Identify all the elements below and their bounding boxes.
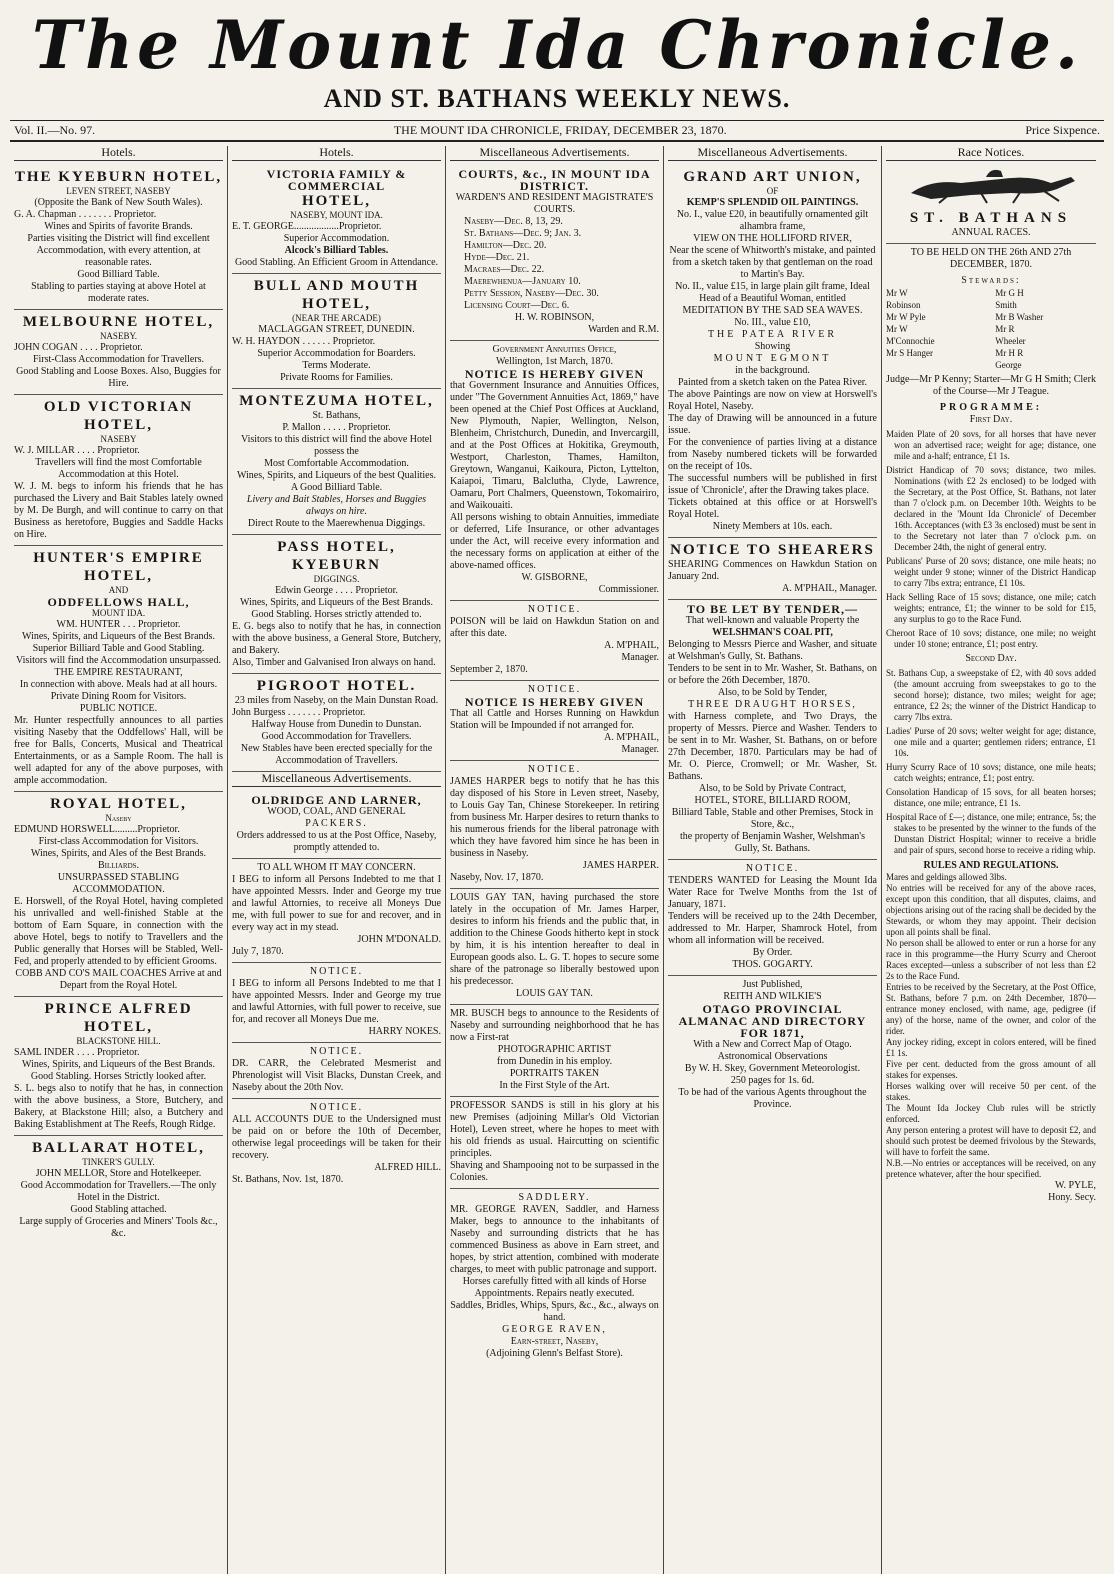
- ad-oldridge-larner: [232, 791, 441, 859]
- ad-title: ROYAL HOTEL,: [50, 796, 187, 812]
- ad-title: NOTICE.: [309, 1102, 364, 1113]
- ad-text: Halfway House from Dunedin to Dunstan.: [251, 719, 422, 730]
- ad-harper-notice: [450, 761, 659, 889]
- column-misc-2: [664, 146, 882, 1574]
- ad-text: MR. BUSCH begs to announce to the Residents of Naseby and surrounding neighborhood that he has now a First-rat: [450, 1008, 659, 1043]
- ad-text: Orders addressed to us at the Post Office, Naseby, promptly attended to.: [236, 830, 437, 853]
- ad-text: Large supply of Groceries and Miners' Tools &c., &c.: [19, 1216, 218, 1239]
- column-header: Miscellaneous Advertisements.: [668, 146, 877, 161]
- ad-proprietor: EDMUND HORSWELL.........Proprietor.: [14, 824, 180, 835]
- column-header: Race Notices.: [886, 146, 1096, 161]
- ad-title: MELBOURNE HOTEL,: [22, 314, 215, 330]
- ad-text: Manager.: [621, 744, 659, 755]
- ad-title: TO ALL WHOM IT MAY CONCERN.: [257, 862, 416, 873]
- ad-text: Also, to be Sold by Tender,: [718, 687, 827, 698]
- ad-title: HUNTER'S EMPIRE HOTEL,: [33, 550, 204, 584]
- ad-signature: HARRY NOKES.: [368, 1026, 441, 1037]
- ad-text: 250 pages for 1s. 6d.: [730, 1075, 815, 1086]
- ad-text: Good Stabling. Horses Strictly looked after.: [30, 1071, 207, 1082]
- ad-text: Direct Route to the Maerewhenua Diggings.: [247, 518, 426, 529]
- ad-address: MACLAGGAN STREET, DUNEDIN.: [258, 324, 415, 335]
- ad-text: Tenders will be received up to the 24th December, addressed to Mr. Harper, Shamrock Hotel, from whom all information will be received.: [668, 911, 877, 946]
- rule-item: Any jockey riding, except in colors entered, will be fined £1 1s.: [886, 1037, 1096, 1058]
- ad-signature: JOHN M'DONALD.: [357, 934, 441, 945]
- ad-text: The successful numbers will be published in first issue of 'Chronicle', after the Drawing takes place.: [668, 473, 877, 496]
- ad-bull-and-mouth-hotel: [232, 274, 441, 389]
- ad-annuities: [450, 341, 659, 601]
- programme-heading: PROGRAMME:: [939, 402, 1043, 413]
- list-item: Mr W Robinson: [886, 288, 921, 310]
- ad-text: ALL ACCOUNTS DUE to the Undersigned must be paid on or before the 10th of December, otherwise legal proceedings will be taken for their recovery.: [232, 1114, 441, 1161]
- ad-signature: A. M'PHAIL,: [604, 640, 659, 651]
- ad-text: MOUNT EGMONT: [713, 353, 832, 364]
- ad-text: Good Stabling. An Efficient Groom in Attendance.: [234, 257, 439, 268]
- ad-proprietor: W. H. HAYDON . . . . . . Proprietor.: [232, 336, 376, 347]
- ad-title: HOTEL,: [301, 193, 372, 209]
- ad-notice-hill: [232, 1099, 441, 1190]
- ad-text: Wines, Spirits, and Ales of the Best Brands.: [30, 848, 207, 859]
- ad-text: from Dunedin in his employ.: [496, 1056, 613, 1067]
- ad-melbourne-hotel: [14, 310, 223, 395]
- ad-text: Good Stabling. Horses strictly attended to.: [251, 609, 422, 620]
- list-item: Mr W M'Connochie: [886, 324, 935, 346]
- ad-title: PIGROOT HOTEL.: [256, 678, 417, 694]
- ad-text: Shaving and Shampooing not to be surpassed in the Colonies.: [450, 1160, 659, 1183]
- ad-text: Also, to be Sold by Private Contract,: [698, 783, 847, 794]
- stewards-right: [995, 287, 1096, 371]
- race-item: Hurry Scurry Race of 10 sovs; distance, one mile heats; catch weights; entrance, £1; post entry.: [886, 762, 1096, 783]
- rule-item: Mares and geldings allowed 3lbs.: [886, 872, 1007, 882]
- ad-water-race-tender: [668, 860, 877, 976]
- rule-item: No entries will be received for any of the above races, except upon this condition, that all disputes, claims, and objections arising out of the racing shall be decided by the Stewards, or whom they may appoint. Their decision upon all points shall be final.: [886, 883, 1096, 937]
- ad-proprietor: E. T. GEORGE..................Proprietor.: [232, 221, 382, 232]
- ad-title: NOTICE IS HEREBY GIVEN: [464, 695, 645, 709]
- ad-text: Mr. Hunter respectfully announces to all parties visiting Naseby that the Oddfellows' Hall, will be free for Balls, Concerts, Musical and Theatrical Entertainments, or as a Sample Room. The hall is well adapted for any of the above purposes, with ample accommodation.: [14, 715, 223, 786]
- ad-text: First-Class Accommodation for Travellers.: [32, 354, 205, 365]
- ad-busch: [450, 1005, 659, 1097]
- ad-title: NOTICE.: [309, 966, 364, 977]
- ad-text: Most Comfortable Accommodation.: [264, 458, 409, 469]
- rule-item: Horses walking over will receive 50 per cent. of the stakes.: [886, 1081, 1096, 1102]
- ad-text: Superior Billiard Table and Good Stabling.: [32, 643, 205, 654]
- ad-text: New Stables have been erected specially for the Accommodation of Travellers.: [240, 743, 433, 766]
- ad-text: The above Paintings are now on view at Horswell's Royal Hotel, Naseby.: [668, 389, 877, 412]
- list-item: St. Bathans—Dec. 9; Jan. 3.: [464, 228, 582, 239]
- rule-item: Any person entering a protest will have to deposit £2, and should such protest be deemed frivolous by the Stewards, will have to forfeit the same.: [886, 1125, 1096, 1157]
- ad-almanac: [668, 976, 877, 1115]
- ad-text: WARDEN'S AND RESIDENT MAGISTRATE'S COURTS.: [455, 192, 654, 215]
- ad-text: No. II., value £15, in large plain gilt frame, Ideal Head of a Beautiful Woman, entitled: [675, 281, 870, 304]
- ad-text: First-class Accommodation for Visitors.: [38, 836, 199, 847]
- ad-impound-notice: [450, 681, 659, 761]
- ad-text: JAMES HARPER begs to notify that he has this day disposed of his Store in Leven street, Naseby, to Louis Gay Tan, Chinese Storekeeper. In retiring from business Mr. Harper desires to return thanks to his numerous friends for the liberal patronage with which they have favored him since he has been in business in Naseby.: [450, 776, 659, 859]
- ad-text: Good Billiard Table.: [77, 269, 160, 280]
- race-item: District Handicap of 70 sovs; distance, two miles. Nominations (with £2 2s enclosed) to be lodged with the Secretary, at the Post Office, St. Bathans, not later than 7 o'clock p.m. on December 10th. Weights to be declared in the 'Mount Ida Chronicle' of December 16th. Acceptances (with £3 3s enclosed) must be sent in to the Secretary not later than 7 o'clock p.m. on December 24th, the night of general entry.: [886, 465, 1096, 552]
- race-title: ST. BATHANS: [909, 210, 1073, 226]
- ad-text: Billiard Table, Stable and other Premises, Stock in Store, &c.,: [671, 807, 874, 830]
- ad-text: By Order.: [752, 947, 793, 958]
- ad-text: THE EMPIRE RESTAURANT,: [54, 667, 183, 678]
- list-item: Mr G H Smith: [995, 288, 1024, 310]
- ad-text: DR. CARR, the Celebrated Mesmerist and Phrenologist will Visit Blacks, Dunstan Creek, and Naseby about the 20th Nov.: [232, 1058, 441, 1093]
- ad-text: (NEAR THE ARCADE): [292, 313, 381, 323]
- ad-text: Painted from a sketch taken on the Patea River.: [677, 377, 868, 388]
- ad-text: UNSURPASSED STABLING ACCOMMODATION.: [57, 872, 180, 895]
- ad-text: with Harness complete, and Two Drays, the property of Messrs. Pierce and Washer. Tenders to be sent in to Mr. Washer, St. Bathans, on or before 27th December, 1870. Particulars may be had of Mr. O. Pierce, Cromwell; or Mr. Washer, St. Bathans.: [668, 711, 877, 782]
- secretary-role: Hony. Secy.: [1048, 1192, 1096, 1203]
- ad-text: To be had of the various Agents throughout the Province.: [678, 1087, 867, 1110]
- ad-text: Stabling to parties staying at above Hotel at moderate rates.: [31, 281, 206, 304]
- race-item: Cheroot Race of 10 sovs; distance, one mile; no weight under 10 stone; entrance, £1; post entry.: [886, 628, 1096, 649]
- race-officials: Judge—Mr P Kenny; Starter—Mr G H Smith; Clerk of the Course—Mr J Teague.: [886, 374, 1096, 397]
- race-item: Hospital Race of £—; distance, one mile; entrance, 5s; the stakes to be presented by the winner to the funds of the Dunstan District Hospital; winner to receive a bridle and pair of spurs, second horse to receive a riding whip.: [886, 812, 1096, 855]
- secretary-signature: W. PYLE,: [1054, 1180, 1096, 1191]
- ad-text: 23 miles from Naseby, on the Main Dunstan Road.: [234, 695, 439, 706]
- ad-signature: A. M'PHAIL,: [604, 732, 659, 743]
- ad-text: Travellers will find the most Comfortable Accommodation at this Hotel.: [35, 457, 202, 480]
- ad-title: THE KYEBURN HOTEL,: [14, 169, 223, 185]
- day-heading: Second Day.: [965, 653, 1017, 664]
- ad-saddlery: [450, 1189, 659, 1364]
- court-list: [450, 216, 659, 312]
- ad-date: Naseby, Nov. 17, 1870.: [450, 872, 544, 883]
- ad-signature: JAMES HARPER.: [582, 860, 659, 871]
- ad-title: PRINCE ALFRED HOTEL,: [44, 1001, 193, 1035]
- ad-kyeburn-hotel: [14, 165, 223, 310]
- ad-royal-hotel: [14, 792, 223, 997]
- day-heading: First Day.: [969, 414, 1013, 425]
- ad-text: In connection with above. Meals had at all hours. Private Dining Room for Visitors.: [19, 679, 218, 702]
- ad-text: HOTEL, STORE, BILLIARD ROOM,: [694, 795, 851, 806]
- rules-heading: RULES AND REGULATIONS.: [923, 860, 1059, 871]
- ad-address: BLACKSTONE HILL.: [76, 1036, 161, 1046]
- race-item: Maiden Plate of 20 sovs, for all horses that have never won an advertised race; weight for age; distance, one mile and a-half; entrance, £1 1s.: [886, 429, 1096, 461]
- ad-date: Wellington, 1st March, 1870.: [496, 356, 613, 367]
- ad-text: Terms Moderate.: [302, 360, 371, 371]
- ad-text: Good Stabling and Loose Boxes. Also, Buggies for Hire.: [16, 366, 221, 389]
- ad-title: VICTORIA FAMILY & COMMERCIAL: [266, 167, 407, 193]
- ad-text: THE PATEA RIVER: [707, 329, 838, 340]
- ad-title: NOTICE.: [309, 1046, 364, 1057]
- ad-text: MEDITATION BY THE SAD SEA WAVES.: [682, 305, 863, 316]
- ad-text: TENDERS WANTED for Leasing the Mount Ida Water Race for Twelve Months from the 1st of January, 1871.: [668, 875, 877, 910]
- ad-text: POISON will be laid on Hawkdun Station on and after this date.: [450, 616, 659, 639]
- ad-old-victorian-hotel: [14, 395, 223, 546]
- ad-text: Showing: [754, 341, 791, 352]
- race-item: Consolation Handicap of 15 sovs, for all beaten horses; distance, one mile; entrance, £1 1s.: [886, 787, 1096, 808]
- ad-pigroot-hotel: [232, 674, 441, 772]
- ad-pass-hotel: [232, 535, 441, 674]
- ad-poison-notice: [450, 601, 659, 681]
- ad-text: By W. H. Skey, Government Meteorologist.: [684, 1063, 861, 1074]
- rule-item: The Mount Ida Jockey Club rules will be strictly enforced.: [886, 1103, 1096, 1124]
- ad-address: NASEBY.: [99, 331, 138, 341]
- ad-title: BALLARAT HOTEL,: [32, 1140, 205, 1156]
- ad-text: Livery and Bait Stables, Horses and Buggies always on hire.: [246, 494, 427, 517]
- column-race-notices: [882, 146, 1100, 1574]
- ad-text: OF: [766, 186, 779, 196]
- list-item: Naseby—Dec. 8, 13, 29.: [464, 216, 563, 227]
- ad-proprietor: G. A. Chapman . . . . . . . Proprietor.: [14, 209, 157, 220]
- ad-title: MONTEZUMA HOTEL,: [239, 393, 434, 409]
- newspaper-subtitle: AND ST. BATHANS WEEKLY NEWS.: [323, 84, 791, 113]
- ad-address: St. Bathans,: [312, 410, 361, 421]
- ad-text: Good Accommodation for Travellers.—The only Hotel in the District.: [20, 1180, 217, 1203]
- race-item: St. Bathans Cup, a sweepstake of £2, with 40 sovs added (the amount accruing from sweepstakes to go to the second horse); distance, two miles; weight for age; entrance, £2 2s; the winner of the District Handicap to carry 7lbs extra.: [886, 668, 1096, 722]
- ad-text: Manager.: [621, 652, 659, 663]
- ad-text: THREE DRAUGHT HORSES,: [688, 699, 857, 710]
- stewards-list: [886, 287, 1096, 371]
- rule-item: No person shall be allowed to enter or run a horse for any race in this programme—the Hurry Scurry and Cheroot Races excepted—unless a subscriber of not less than £2 2s to the Race Fund.: [886, 938, 1096, 981]
- ad-title: OLD VICTORIAN HOTEL,: [43, 399, 194, 433]
- ad-to-let-by-tender: [668, 600, 877, 860]
- ad-notice-nokes: [232, 963, 441, 1043]
- ad-signature: LOUIS GAY TAN.: [516, 988, 593, 999]
- ad-proprietor: John Burgess . . . . . . . Proprietor.: [232, 707, 366, 718]
- ad-text: PUBLIC NOTICE.: [79, 703, 158, 714]
- ad-to-all-whom: [232, 859, 441, 963]
- column-header: Hotels.: [14, 146, 223, 161]
- ad-text: WELSHMAN'S COAL PIT,: [712, 627, 833, 638]
- ad-text: That well-known and valuable Property the: [685, 615, 860, 626]
- ad-prince-alfred-hotel: [14, 997, 223, 1136]
- ad-text: Good Accommodation for Travellers.: [261, 731, 412, 742]
- ad-text: Visitors to this district will find the above Hotel possess the: [240, 434, 433, 457]
- ad-title: PASS HOTEL, KYEBURN: [277, 539, 396, 573]
- ad-text: COBB AND CO'S MAIL COACHES Arrive at and Depart from the Royal Hotel.: [15, 968, 222, 991]
- ad-text: Belonging to Messrs Pierce and Washer, and situate at Welshman's Gully, St. Bathans.: [668, 639, 877, 662]
- ad-courts: [450, 165, 659, 341]
- race-item: Hack Selling Race of 15 sovs; distance, one mile; catch weights; entrance, £1; the winner to be sold for £15, any surplus to go to the Race Fund.: [886, 592, 1096, 624]
- ad-text: Also, Timber and Galvanised Iron always on hand.: [232, 657, 436, 668]
- ad-text: DIGGINGS.: [313, 574, 360, 584]
- ad-title: NOTICE.: [745, 863, 800, 874]
- ad-text: With a New and Correct Map of Otago.: [693, 1039, 852, 1050]
- ad-text: No. III., value £10,: [734, 317, 811, 328]
- column-hotels-1: [10, 146, 228, 1574]
- ad-text: KEMP'S SPLENDID OIL PAINTINGS.: [686, 197, 859, 208]
- ad-text: E. G. begs also to notify that he has, in connection with the above business, a General Store, Butchery, and Bakery.: [232, 621, 441, 656]
- list-item: Mr R Wheeler: [995, 324, 1026, 346]
- list-item: Maerewhenua—January 10.: [464, 276, 581, 287]
- ad-address: Earn-street, Naseby,: [510, 1336, 599, 1347]
- ad-title: ODDFELLOWS HALL,: [47, 595, 190, 609]
- ad-text: Billiards.: [97, 860, 140, 871]
- ad-text: AND: [108, 585, 129, 595]
- ad-text: Commissioner.: [598, 584, 659, 595]
- race-subtitle: ANNUAL RACES.: [951, 227, 1031, 238]
- ad-address: (Adjoining Glenn's Belfast Store).: [486, 1348, 623, 1359]
- ad-text: WOOD, COAL, AND GENERAL: [267, 806, 406, 817]
- ad-text: No. I., value £20, in beautifully ornamented gilt alhambra frame,: [676, 209, 869, 232]
- ad-text: Tenders to be sent in to Mr. Washer, St. Bathans, on or before the 26th December, 1870.: [668, 663, 877, 686]
- ad-title: NOTICE.: [527, 764, 582, 775]
- ad-title: OTAGO PROVINCIAL ALMANAC AND DIRECTORY FOR 1871,: [678, 1002, 867, 1040]
- rule-item: Five per cent. deducted from the gross amount of all stakes for expenses.: [886, 1059, 1096, 1080]
- ad-title: BULL AND MOUTH HOTEL,: [253, 278, 420, 312]
- column-hotels-2: [228, 146, 446, 1574]
- ad-text: Wines, Spirits, and Liqueurs of the best Qualities.: [236, 470, 436, 481]
- ad-signature: H. W. ROBINSON,: [514, 312, 595, 323]
- ad-text: Ninety Members at 10s. each.: [712, 521, 833, 532]
- newspaper-title: The Mount Ida Chronicle.: [32, 6, 1082, 84]
- column-misc-1: [446, 146, 664, 1574]
- ad-address: NASEBY: [100, 434, 137, 444]
- ad-text: PROFESSOR SANDS is still in his glory at his new Premises (adjoining Millar's Old Victorian Hotel), Leven street, where he hopes to meet with his old friends as usual. Haircutting on scientific principles.: [450, 1100, 659, 1159]
- ad-text: Wines, Spirits, and Liqueurs of the Best Brands.: [22, 631, 215, 642]
- ad-text: For the convenience of parties living at a distance from Naseby numbered tickets will be forwarded on the receipt of 10s.: [668, 437, 877, 472]
- rule-item: Entries to be received by the Secretary, at the Post Office, St. Bathans, before 7 p.m. on 24th December, 1870—entrance money enclosed, with name, age, pedigree (if any) of the horse, name of the owner, and color of the rider.: [886, 982, 1096, 1036]
- ad-text: Wines, Spirits, and Liqueurs of the Best Brands.: [22, 1059, 215, 1070]
- ad-proprietor: WM. HUNTER . . . Proprietor.: [56, 619, 181, 630]
- ad-text: the property of Benjamin Washer, Welshman's Gully, St. Bathans.: [680, 831, 865, 854]
- ad-text: Private Rooms for Families.: [280, 372, 393, 383]
- price: Price Sixpence.: [1025, 123, 1100, 137]
- ad-text: Good Stabling attached.: [70, 1204, 167, 1215]
- ad-proprietor: W. J. MILLAR . . . . Proprietor.: [14, 445, 140, 456]
- ad-title: NOTICE.: [527, 604, 582, 615]
- ad-text: (Opposite the Bank of New South Wales).: [34, 197, 203, 208]
- ad-text: PORTRAITS TAKEN: [509, 1068, 600, 1079]
- ad-text: E. Horswell, of the Royal Hotel, having completed his unrivalled and well-finished Stable at the bottom of Earn Square, in connection with the above Hotel, begs to notify to Travellers and the Public generally that Horses will be Stabled, Well-Fed, and properly attended to by efficient Grooms.: [14, 896, 223, 967]
- race-item: Ladies' Purse of 20 sovs; welter weight for age; distance, one mile and a quarter; gentlemen riders; entrance, £1 10s.: [886, 726, 1096, 758]
- ad-text: W. J. M. begs to inform his friends that he has purchased the Livery and Bait Stables lately owned by M. De Burgh, and will continue to carry on that Business as heretofore, Buggies and Saddle Hacks on Hire.: [14, 481, 223, 540]
- ad-ballarat-hotel: [14, 1136, 223, 1244]
- ad-text: Near the scene of Whitworth's mistake, and painted from a sketch taken by that gentleman on the road to Martin's Bay.: [669, 245, 876, 280]
- ad-victoria-hotel: [232, 165, 441, 274]
- ad-date: September 2, 1870.: [450, 664, 528, 675]
- ad-date: St. Bathans, Nov. 1st, 1870.: [232, 1174, 344, 1185]
- ad-text: In the First Style of the Art.: [499, 1080, 610, 1091]
- race-dates: TO BE HELD ON THE 26th AND 27th DECEMBER, 1870.: [886, 243, 1096, 271]
- ad-text: Astronomical Observations: [717, 1051, 828, 1062]
- ad-text: Horses carefully fitted with all kinds of Horse Appointments. Repairs neatly executed.: [462, 1276, 647, 1299]
- rule-item: N.B.—No entries or acceptances will be received, on any pretence whatever, after the hour specified.: [886, 1158, 1096, 1179]
- ad-text: Superior Accommodation.: [283, 233, 390, 244]
- list-item: Mr W Pyle: [886, 312, 926, 322]
- dateline: [10, 120, 1104, 142]
- ad-text: PHOTOGRAPHIC ARTIST: [497, 1044, 612, 1055]
- column-header: Miscellaneous Advertisements.: [450, 146, 659, 161]
- ad-professor-sands: [450, 1097, 659, 1189]
- ad-text: Saddles, Bridles, Whips, Spurs, &c., &c., always on hand.: [450, 1300, 659, 1323]
- ad-text: MR. GEORGE RAVEN, Saddler, and Harness Maker, begs to announce to the inhabitants of Naseby and surrounding districts that he has commenced Business as above in Earn street, and hopes, by strict attention, combined with moderate charges, to meet with public patronage and support.: [450, 1204, 659, 1275]
- ad-text: REITH AND WILKIE'S: [723, 991, 822, 1002]
- list-item: Petty Session, Naseby—Dec. 30.: [464, 288, 599, 299]
- ad-proprietor: JOHN COGAN . . . . Proprietor.: [14, 342, 143, 353]
- ad-proprietor: SAML INDER . . . . Proprietor.: [14, 1047, 140, 1058]
- list-item: Mr H R George: [995, 348, 1024, 370]
- ad-gay-tan: [450, 889, 659, 1005]
- ad-title: NOTICE IS HEREBY GIVEN: [464, 367, 645, 381]
- section-header: Miscellaneous Advertisements.: [232, 772, 441, 787]
- ad-address: MOUNT IDA.: [91, 608, 146, 618]
- ad-text: in the background.: [735, 365, 810, 376]
- ad-signature: W. GISBORNE,: [521, 572, 588, 583]
- ad-text: that Government Insurance and Annuities Offices, under "The Government Annuities Act, 1869," have been opened at the Chief Post Offices at Auckland, New Plymouth, Napier, Wellington, Nelson, Blenheim, Christchurch, Dunedin, and Invercargill, and at the Post Offices at Hokitika, Greymouth, Westport, Charleston, Thames, Hamilton, Greytown, Wanganui, Kaikoura, Picton, Lyttelton, Kaiapoi, Timaru, Balclutha, Clyde, Lawrence, Oamaru, Port Chalmers, Queenstown, Tokomairiro, and Waikouaiti.: [450, 380, 659, 511]
- ad-title: SADDLERY.: [518, 1192, 591, 1203]
- ad-title: GRAND ART UNION,: [683, 169, 862, 185]
- volume-number: Vol. II.—No. 97.: [14, 123, 96, 137]
- list-item: Hyde—Dec. 21.: [464, 252, 530, 263]
- ad-text: Alcock's Billiard Tables.: [284, 245, 389, 256]
- list-item: Macraes—Dec. 22.: [464, 264, 545, 275]
- ad-text: A Good Billiard Table.: [290, 482, 383, 493]
- ad-text: Just Published,: [742, 979, 803, 990]
- ad-signature: GEORGE RAVEN,: [502, 1324, 607, 1335]
- ad-title: NOTICE.: [527, 684, 582, 695]
- ad-notice-to-shearers: [668, 538, 877, 600]
- ad-text: Wines, Spirits, and Liqueurs of the Best Brands.: [240, 597, 433, 608]
- ad-text: VIEW ON THE HOLLIFORD RIVER,: [693, 233, 852, 244]
- ad-notice-carr: [232, 1043, 441, 1099]
- ad-signature: ALFRED HILL.: [374, 1162, 441, 1173]
- ad-text: S. L. begs also to notify that he has, in connection with the above business, a Store, Butchery, and Bakery, at Blackstone Hill; also, a Butchery and Baking Establishment at The Reefs, Rough Ridge.: [14, 1083, 223, 1130]
- ad-text: Superior Accommodation for Boarders.: [257, 348, 416, 359]
- race-item: Publicans' Purse of 20 sovs; distance, one mile heats; no weight under 9 stone; winner of the District Handicap to carry 7lbs extra; entrance, £1 10s.: [886, 556, 1096, 588]
- list-item: Mr B Washer: [995, 312, 1044, 322]
- ad-text: All persons wishing to obtain Annuities, immediate or deferred, Life Insurance, or other advantages under the Act, will receive every information and the necessary forms on application at either of the above-named offices.: [450, 512, 659, 571]
- ad-text: Visitors will find the Accommodation unsurpassed.: [16, 655, 221, 666]
- ad-text: That all Cattle and Horses Running on Hawkdun Station will be Impounded if not arranged for.: [450, 708, 659, 731]
- ad-address: LEVEN STREET, NASEBY: [66, 186, 171, 196]
- ad-text: Wines and Spirits of favorite Brands.: [44, 221, 193, 232]
- ad-title: NOTICE TO SHEARERS: [670, 542, 875, 558]
- ad-hunters-empire-hotel: [14, 546, 223, 792]
- stewards-left: [886, 287, 987, 371]
- ad-text: LOUIS GAY TAN, having purchased the store lately in the occupation of Mr. James Harper, desires to inform his friends and the public that, in addition to the Chinese Goods hitherto kept in stock by him, it is his intention hereafter to deal in European goods also. L. G. T. hopes to secure some share of the patronage so liberally bestowed upon his predecessor.: [450, 892, 659, 987]
- list-item: Licensing Court—Dec. 6.: [464, 300, 570, 311]
- ad-text: Warden and R.M.: [588, 324, 659, 335]
- stewards-heading: Stewards:: [961, 275, 1021, 286]
- racehorse-illustration: [891, 165, 1091, 205]
- ad-text: Tickets obtained at this office or at Horswell's Royal Hotel.: [668, 497, 877, 520]
- ad-title: OLDRIDGE AND LARNER,: [251, 793, 422, 807]
- ad-proprietor: JOHN MELLOR, Store and Hotelkeeper.: [35, 1168, 202, 1179]
- ad-text: Parties visiting the District will find excellent Accommodation, with every attention, at reasonable rates.: [27, 233, 210, 268]
- ad-text: SHEARING Commences on Hawkdun Station on January 2nd.: [668, 559, 877, 582]
- list-item: Mr S Hanger: [886, 348, 933, 358]
- masthead: [10, 0, 1104, 142]
- ad-montezuma-hotel: [232, 389, 441, 535]
- ad-address: TINKER'S GULLY.: [82, 1157, 155, 1167]
- column-header: Hotels.: [232, 146, 441, 161]
- ad-proprietor: Edwin George . . . . Proprietor.: [275, 585, 398, 596]
- ad-title: TO BE LET BY TENDER,—: [687, 602, 858, 616]
- ad-signature: A. M'PHAIL, Manager.: [782, 583, 877, 594]
- list-item: Hamilton—Dec. 20.: [464, 240, 547, 251]
- ad-text: Government Annuities Office,: [492, 344, 617, 355]
- ad-proprietor: P. Mallon . . . . . Proprietor.: [282, 422, 391, 433]
- ad-text: I BEG to inform all Persons Indebted to me that I have appointed Messrs. Inder and George my true and lawful Attornies, with full power to receive, sue for, and recover all Moneys Due me.: [232, 978, 441, 1025]
- ad-text: I BEG to inform all Persons Indebted to me that I have appointed Messrs. Inder and George my true and lawful Attornies, to receive all Moneys Due me, with full power to sue for and recover, and in every way act in my stead.: [232, 874, 441, 933]
- ad-address: Naseby: [105, 813, 132, 823]
- ad-date: July 7, 1870.: [232, 946, 284, 957]
- ad-art-union: [668, 165, 877, 538]
- ad-title: COURTS, &c., IN MOUNT IDA DISTRICT.: [458, 167, 651, 193]
- columns: [10, 146, 1104, 1574]
- ad-signature: THOS. GOGARTY.: [732, 959, 813, 970]
- ad-text: The day of Drawing will be announced in a future issue.: [668, 413, 877, 436]
- issue-date: THE MOUNT IDA CHRONICLE, FRIDAY, DECEMBER 23, 1870.: [393, 123, 727, 137]
- ad-address: NASEBY, MOUNT IDA.: [290, 210, 383, 220]
- ad-text: PACKERS.: [305, 818, 368, 829]
